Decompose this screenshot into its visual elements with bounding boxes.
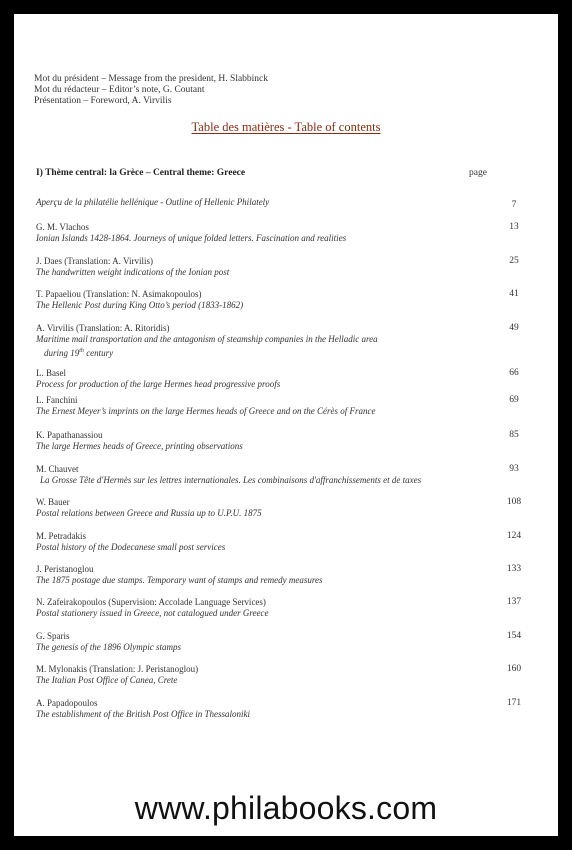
intro-block	[34, 74, 268, 108]
entry-page: 41	[509, 289, 519, 299]
entry-page: 25	[509, 256, 519, 266]
toc-entry	[36, 497, 536, 519]
entry-page: 154	[506, 631, 522, 641]
toc-entry	[36, 531, 536, 553]
toc-entry	[36, 222, 536, 244]
website-watermark: www.philabooks.com	[134, 790, 438, 826]
toc-title: Table des matières - Table of contents	[191, 120, 381, 134]
entry-title: The large Hermes heads of Greece, printing observations	[36, 441, 243, 451]
entry-title: The establishment of the British Post Office in Thessaloniki	[36, 709, 250, 719]
entry-author: M. Chauvet	[36, 464, 79, 474]
entry-page: 13	[509, 222, 519, 232]
toc-entry	[36, 464, 536, 486]
entry-page: 160	[506, 664, 522, 674]
toc-entry	[36, 323, 536, 359]
entry-title: The Italian Post Office of Canea, Crete	[36, 675, 178, 685]
entry-page: 133	[506, 564, 522, 574]
intro-line: Mot du président – Message from the president, H. Slabbinck	[34, 74, 269, 84]
entry-page: 7	[511, 200, 517, 210]
entry-title: Postal history of the Dodecanese small post services	[36, 542, 226, 552]
entry-title: Process for production of the large Hermes head progressive proofs	[36, 379, 281, 389]
entry-title: The Hellenic Post during King Otto’s period (1833-1862)	[36, 300, 244, 310]
entry-title-continuation: during 19th century	[44, 348, 114, 358]
entry-title: The Ernest Meyer’s imprints on the large Hermes heads of Greece and on the Cérès of France	[36, 406, 376, 416]
section-title: I) Thème central: la Grèce – Central theme: Greece	[36, 168, 246, 178]
entry-author: G. M. Vlachos	[36, 222, 89, 232]
intro-line: Mot du rédacteur – Editor’s note, G. Coutant	[34, 85, 205, 96]
entry-title: Aperçu de la philatélie hellénique - Outline of Hellenic Philately	[36, 197, 270, 207]
entry-title: The genesis of the 1896 Olympic stamps	[36, 642, 181, 652]
entry-author: M. Mylonakis (Translation: J. Peristanoglou)	[36, 664, 199, 674]
toc-entry	[36, 430, 536, 452]
entry-author: J. Peristanoglou	[36, 564, 94, 574]
entry-author: L. Fanchini	[36, 395, 78, 405]
entry-author: A. Virvilis (Translation: A. Ritoridis)	[36, 323, 170, 333]
entry-title: The 1875 postage due stamps. Temporary want of stamps and remedy measures	[36, 575, 323, 585]
toc-entry	[36, 368, 536, 390]
toc-entry	[36, 664, 536, 686]
entry-author: J. Daes (Translation: A. Virvilis)	[36, 256, 153, 266]
toc-entry	[36, 564, 536, 586]
intro-line: Présentation – Foreword, A. Virvilis	[34, 96, 172, 107]
entry-author: L. Basel	[36, 368, 66, 378]
entry-title: The handwritten weight indications of the Ionian post	[36, 267, 230, 277]
entry-page: 171	[506, 698, 522, 708]
toc-entry	[36, 698, 536, 720]
entry-page: 137	[506, 597, 522, 607]
entry-author: W. Bauer	[36, 497, 70, 507]
entry-author: K. Papathanassiou	[36, 430, 103, 440]
entry-author: T. Papaeliou (Translation: N. Asimakopoulos)	[36, 289, 202, 299]
toc-entry	[36, 256, 536, 278]
entry-author: A. Papadopoulos	[36, 698, 98, 708]
toc-entry	[36, 395, 536, 417]
page-column-label: page	[469, 168, 487, 178]
entry-title: Postal stationery issued in Greece, not catalogued under Greece	[36, 608, 269, 618]
toc-entry	[36, 597, 536, 619]
entry-title: Postal relations between Greece and Russia up to U.P.U. 1875	[36, 508, 262, 518]
entry-page: 124	[506, 531, 522, 541]
entry-page: 49	[509, 323, 519, 333]
entry-title: Maritime mail transportation and the antagonism of steamship companies in the Helladic area	[36, 334, 378, 344]
document-page	[14, 14, 558, 836]
entry-page: 69	[509, 395, 519, 405]
entry-page: 93	[509, 464, 519, 474]
entry-page: 66	[509, 368, 519, 378]
entry-page: 85	[509, 430, 519, 440]
entry-page: 108	[506, 497, 522, 507]
entry-author: N. Zafeirakopoulos (Supervision: Accolade Language Services)	[36, 597, 266, 607]
entry-title: La Grosse Tête d'Hermès sur les lettres internationales. Les combinaisons d'affranchissements et de taxes	[40, 475, 422, 485]
entry-author: M. Petradakis	[36, 531, 86, 541]
entry-author: G. Sparis	[36, 631, 70, 641]
toc-entry	[36, 197, 536, 208]
entry-title: Ionian Islands 1428-1864. Journeys of unique folded letters. Fascination and realities	[36, 233, 347, 243]
toc-entry	[36, 289, 536, 311]
toc-entry	[36, 631, 536, 653]
